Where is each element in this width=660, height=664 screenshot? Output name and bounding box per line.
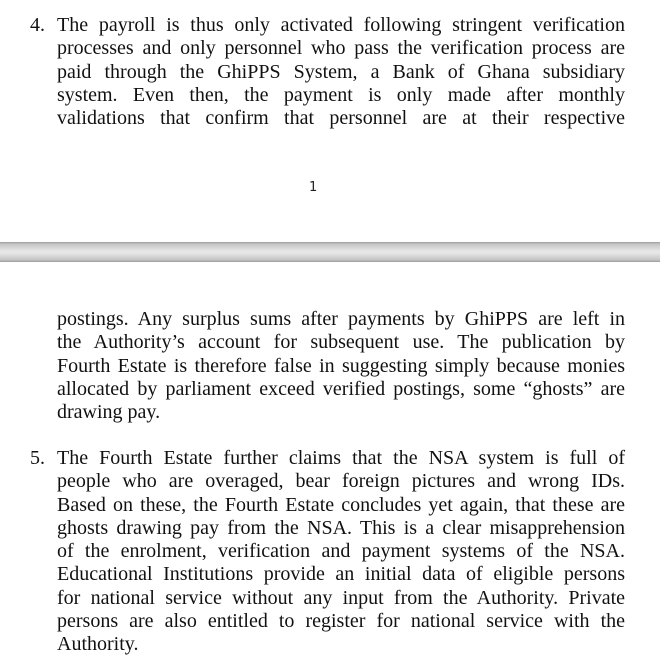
paragraph-line: Educational Institutions provide an initial data of eligible persons (57, 563, 625, 586)
paragraph-line: people who are overaged, bear foreign pictures and wrong IDs. (57, 470, 625, 493)
item-5-number: 5. (30, 447, 45, 469)
page-1 (0, 0, 660, 242)
paragraph-line: system. Even then, the payment is only made after monthly (57, 83, 625, 106)
paragraph-line: paid through the GhiPPS System, a Bank of Ghana subsidiary (57, 60, 625, 83)
paragraph-line: Based on these, the Fourth Estate concludes yet again, that these are (57, 493, 625, 516)
paragraph-line: The payroll is thus only activated following stringent verification (57, 14, 625, 36)
paragraph-line: postings. Any surplus sums after payments by GhiPPS are left in (57, 308, 625, 330)
paragraph-line: ghosts drawing pay from the NSA. This is a clear misapprehension (57, 516, 625, 539)
paragraph-line: drawing pay. (57, 401, 161, 424)
paragraph-line: of the enrolment, verification and payment systems of the NSA. (57, 540, 625, 563)
paragraph-line: for national service without any input from the Authority. Private (57, 586, 625, 609)
item-4-continued-paragraph (57, 308, 625, 424)
page-number: 1 (309, 180, 318, 195)
paragraph-line: Authority. (57, 633, 139, 656)
page-2 (0, 262, 660, 664)
item-5-paragraph (57, 447, 625, 657)
paragraph-line: the Authority’s account for subsequent use. The publication by (57, 331, 625, 354)
page-separator (0, 242, 660, 262)
paragraph-line: persons are also entitled to register for national service with the (57, 610, 625, 633)
paragraph-line: The Fourth Estate further claims that the NSA system is full of (57, 447, 625, 469)
item-4-number: 4. (30, 14, 45, 36)
paragraph-line: processes and only personnel who pass the verification process are (57, 37, 625, 60)
paragraph-line: allocated by parliament exceed verified postings, some “ghosts” are (57, 377, 625, 400)
paragraph-line: validations that confirm that personnel are at their respective (57, 107, 625, 130)
item-4-paragraph (57, 14, 625, 130)
paragraph-line: Fourth Estate is therefore false in suggesting simply because monies (57, 354, 625, 377)
